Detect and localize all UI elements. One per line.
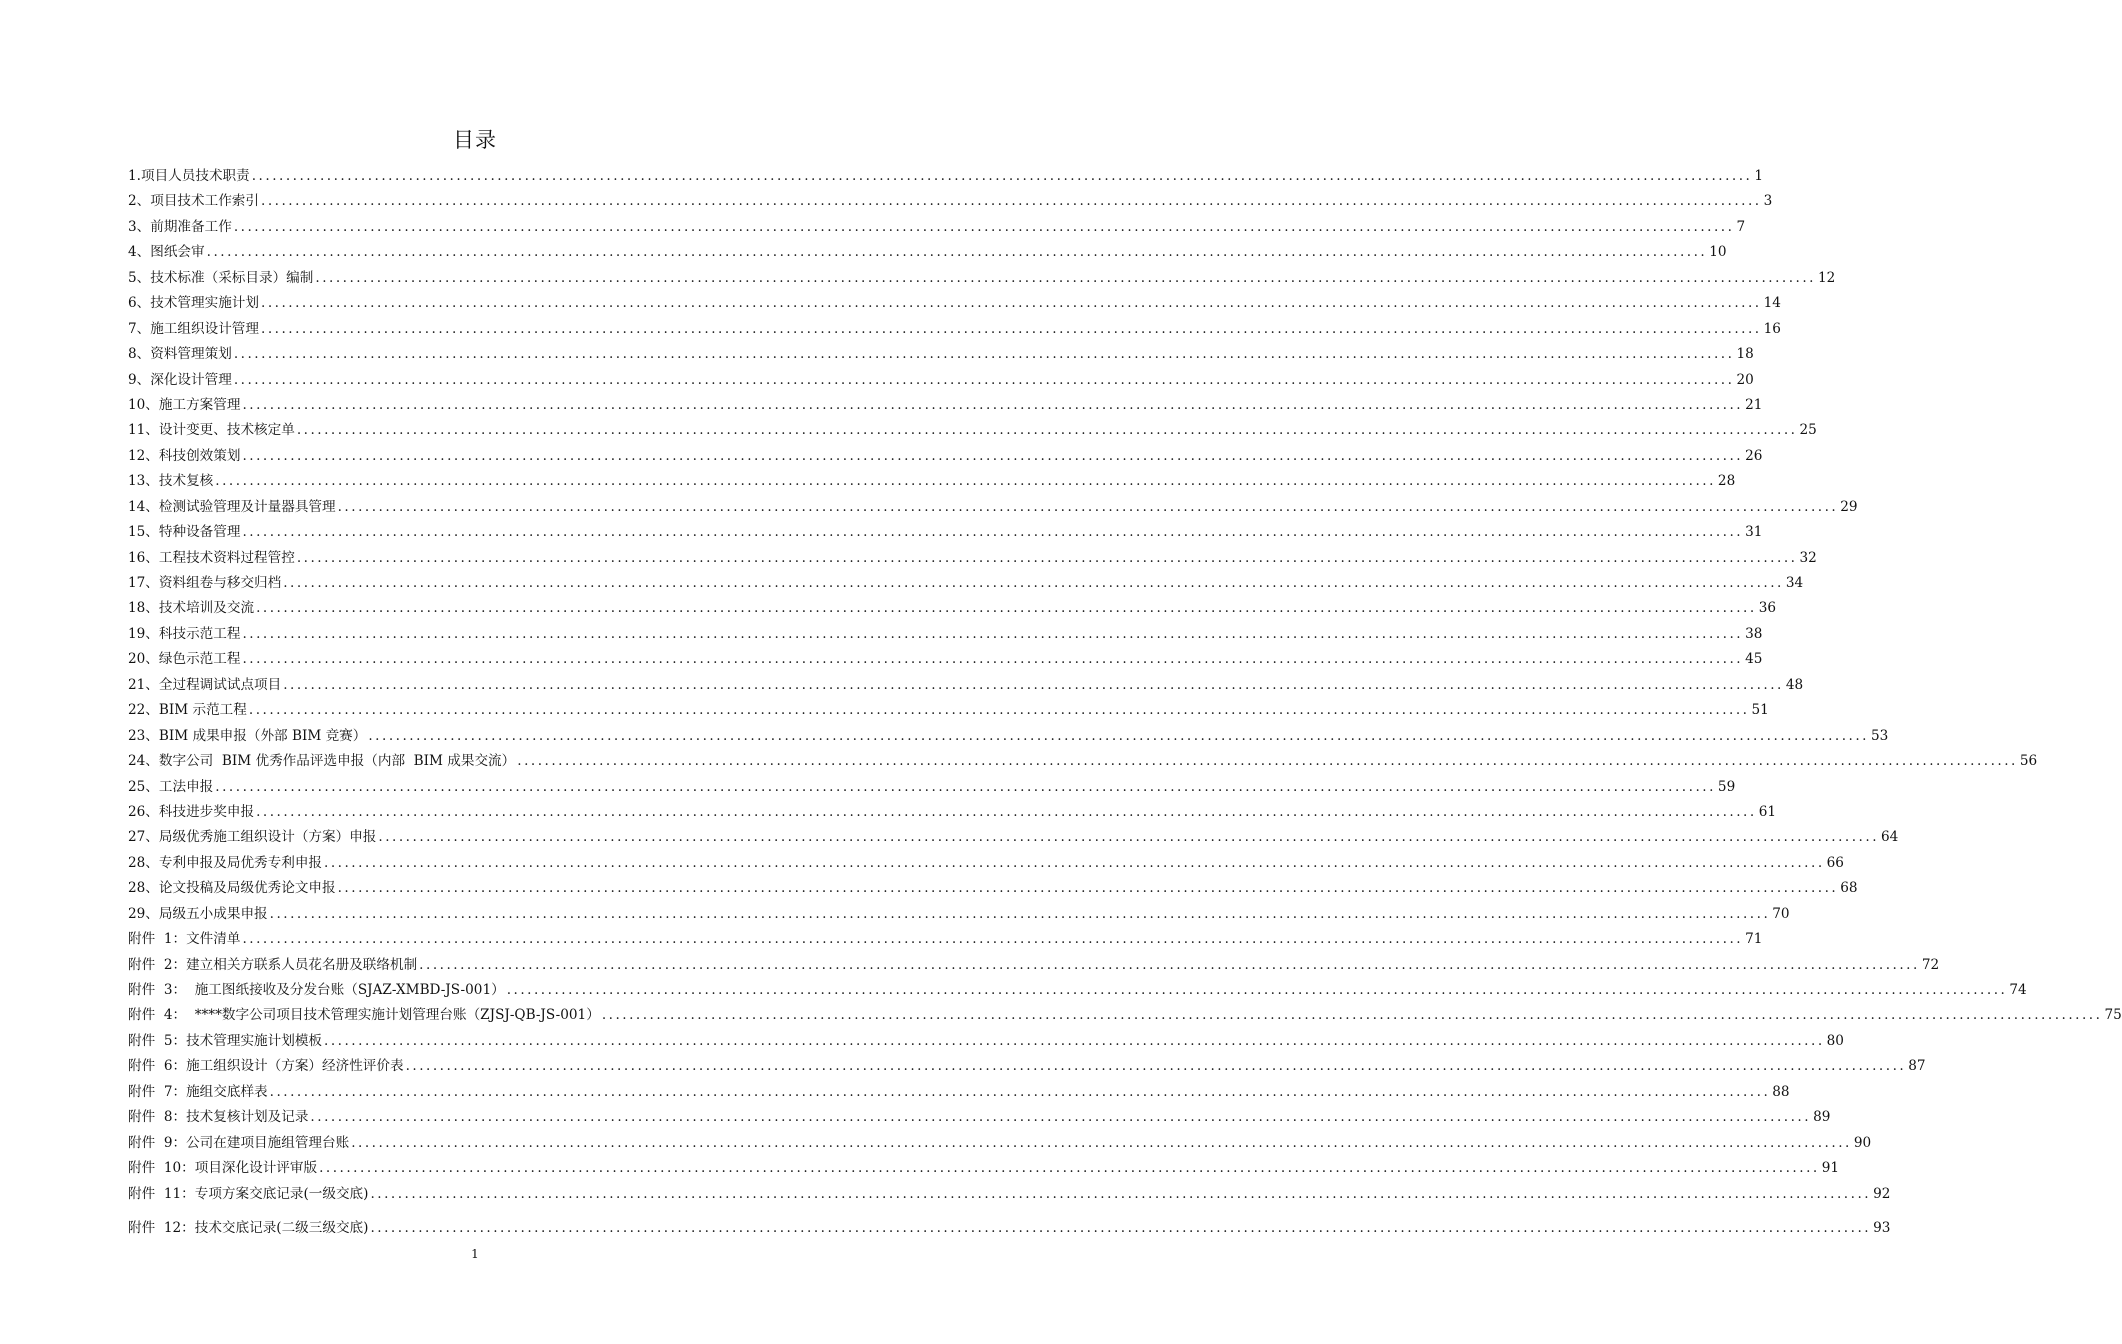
toc-entry-label[interactable]: 19、科技示范工程 [128,625,241,642]
dot-leader: ............................................................................................................................................................................................................................ [233,371,1735,388]
toc-entry-page-number[interactable]: 74 [2009,982,2027,998]
toc-entry[interactable] [128,902,1790,927]
toc-entry-page-number[interactable]: 45 [1745,651,1763,668]
toc-entry-label[interactable]: 11、设计变更、技术核定单 [128,422,295,439]
toc-entry[interactable] [128,724,1889,749]
toc-entry-page-number[interactable]: 32 [1799,549,1817,566]
dot-leader: ............................................................................................................................................................................................................................ [419,956,1920,973]
toc-entry-page-number[interactable]: 56 [2019,753,2038,770]
toc-entry[interactable] [128,164,1764,189]
toc-entry-label[interactable]: 18、技术培训及交流 [128,600,255,617]
toc-entry-label[interactable]: 27、局级优秀施工组织设计（方案）申报 [128,829,377,846]
toc-entry-page-number[interactable]: 34 [1785,575,1804,591]
dot-leader: ............................................................................................................................................................................................................................ [242,931,1744,948]
toc-entry-label[interactable]: 7、施工组织设计管理 [128,320,259,337]
toc-entry-page-number[interactable]: 14 [1763,295,1781,312]
toc-entry-label[interactable]: 26、科技进步奖申报 [128,803,255,820]
toc-entry[interactable] [128,215,1746,240]
dot-leader: ............................................................................................................................................................................................................................ [324,854,1825,871]
toc-entry-label[interactable]: 21、全过程调试试点项目 [128,676,282,693]
dot-leader: ............................................................................................................................................................................................................................ [256,600,1757,617]
toc-entry[interactable] [128,1216,1891,1241]
toc-entry[interactable] [128,953,1940,978]
toc-entry-page-number[interactable]: 3 [1763,193,1773,210]
toc-entry[interactable] [128,520,1763,545]
dot-leader: ............................................................................................................................................................................................................................ [242,651,1744,668]
dot-leader: ............................................................................................................................................................................................................................ [283,676,1784,693]
toc-entry-page-number[interactable]: 31 [1745,524,1763,541]
footer-page-number: 1 [471,1247,479,1261]
dot-leader: ............................................................................................................................................................................................................................ [251,168,1753,184]
toc-entry[interactable] [128,444,1763,469]
dot-leader: ............................................................................................................................................................................................................................ [315,269,1817,286]
toc-entry[interactable] [128,546,1817,571]
dot-leader: ............................................................................................................................................................................................................................ [351,1134,1852,1151]
toc-entry-label[interactable]: 8、资料管理策划 [128,346,232,363]
toc-entry-page-number[interactable]: 70 [1772,905,1790,922]
toc-entry-label[interactable]: 15、特种设备管理 [128,524,241,541]
dot-leader: ............................................................................................................................................................................................................................ [269,1083,1771,1100]
toc-entry-label[interactable]: 16、工程技术资料过程管控 [128,549,295,566]
dot-leader: ............................................................................................................................................................................................................................ [242,447,1744,464]
toc-entry-page-number[interactable]: 28 [1717,473,1736,490]
toc-entry-page-number[interactable]: 72 [1921,956,1940,973]
dot-leader: ............................................................................................................................................................................................................................ [215,473,1716,490]
toc-entry-page-number[interactable]: 71 [1745,931,1763,948]
toc-entry-label[interactable]: 23、BIM 成果申报（外部 BIM 竞赛） [128,727,367,744]
toc-entry-label[interactable]: 14、检测试验管理及计量器具管理 [128,498,336,515]
toc-entry-page-number[interactable]: 90 [1853,1134,1872,1151]
toc-entry[interactable] [128,1156,1840,1181]
toc-entry[interactable] [128,393,1763,418]
toc-entry-page-number[interactable]: 61 [1758,803,1777,820]
dot-leader: ............................................................................................................................................................................................................................ [242,524,1744,541]
toc-entry-page-number[interactable]: 91 [1821,1160,1840,1177]
toc-entry[interactable] [128,596,1777,621]
toc-entry[interactable] [128,317,1781,342]
toc-entry-page-number[interactable]: 26 [1745,447,1763,464]
dot-leader: ............................................................................................................................................................................................................................ [261,320,1762,337]
toc-entry-label[interactable]: 4、图纸会审 [128,244,205,261]
toc-entry-page-number[interactable]: 80 [1826,1032,1844,1049]
toc-entry-page-number[interactable]: 93 [1873,1219,1891,1236]
toc-entry-label[interactable]: 29、局级五小成果申报 [128,905,268,922]
dot-leader: ............................................................................................................................................................................................................................ [370,1185,1872,1202]
toc-entry-page-number[interactable]: 29 [1840,498,1858,515]
toc-entry-label[interactable]: 附件 1：文件清单 [128,931,241,948]
toc-entry-page-number[interactable]: 1 [1754,168,1764,184]
toc-entry-label[interactable]: 附件 6：施工组织设计（方案）经济性评价表 [128,1058,404,1075]
toc-entry-page-number[interactable]: 18 [1736,346,1754,363]
toc-entry-page-number[interactable]: 59 [1717,778,1736,795]
dot-leader: ............................................................................................................................................................................................................................ [517,753,2018,770]
toc-entry[interactable] [128,825,1899,850]
toc-entry-page-number[interactable]: 48 [1785,676,1804,693]
dot-leader: ............................................................................................................................................................................................................................ [242,396,1744,413]
toc-entry-label[interactable]: 10、施工方案管理 [128,396,241,413]
toc-entry-label[interactable]: 9、深化设计管理 [128,371,232,388]
toc-entry-label[interactable]: 附件 5：技术管理实施计划模板 [128,1032,323,1049]
toc-entry[interactable] [128,673,1804,698]
toc-entry[interactable] [128,418,1817,443]
toc-entry-page-number[interactable]: 68 [1840,880,1858,897]
toc-entry-label[interactable]: 28、论文投稿及局级优秀论文申报 [128,880,336,897]
toc-entry-label[interactable]: 附件 7：施组交底样表 [128,1083,268,1100]
toc-entry[interactable] [128,775,1736,800]
toc-entry-page-number[interactable]: 92 [1873,1185,1891,1202]
toc-entry-label[interactable]: 12、科技创效策划 [128,447,241,464]
toc-entry[interactable] [128,800,1777,825]
dot-leader: ............................................................................................................................................................................................................................ [269,905,1771,922]
toc-entry-page-number[interactable]: 36 [1758,600,1777,617]
toc-entry[interactable] [128,1080,1790,1105]
toc-entry-label[interactable]: 2、项目技术工作索引 [128,193,259,210]
dot-leader: ............................................................................................................................................................................................................................ [337,498,1839,515]
dot-leader: ............................................................................................................................................................................................................................ [296,549,1798,566]
toc-entry[interactable] [128,240,1727,265]
toc-entry-page-number[interactable]: 20 [1736,371,1754,388]
toc-entry-page-number[interactable]: 75 [2104,1007,2122,1024]
toc-entry-label[interactable]: 25、工法申报 [128,778,214,795]
toc-entry-page-number[interactable]: 38 [1745,625,1763,642]
dot-leader: ............................................................................................................................................................................................................................ [283,575,1784,591]
toc-entry-label[interactable]: 3、前期准备工作 [128,218,232,235]
toc-entry[interactable] [128,571,1804,596]
dot-leader: ............................................................................................................................................................................................................................ [310,1109,1812,1126]
toc-entry-page-number[interactable]: 7 [1736,218,1746,235]
toc-entry[interactable] [128,266,1836,291]
toc-entry[interactable] [128,189,1773,214]
toc-entry-label[interactable]: 附件 11：专项方案交底记录(一级交底) [128,1185,369,1202]
toc-entry-page-number[interactable]: 10 [1709,244,1727,261]
toc-entry-label[interactable]: 附件 2：建立相关方联系人员花名册及联络机制 [128,956,418,973]
toc-entry-label[interactable]: 附件 8：技术复核计划及记录 [128,1109,309,1126]
toc-entry-page-number[interactable]: 66 [1826,854,1844,871]
dot-leader: ............................................................................................................................................................................................................................ [337,880,1839,897]
toc-entry-label[interactable]: 28、专利申报及局优秀专利申报 [128,854,323,871]
toc-entry[interactable] [128,368,1754,393]
toc-entry-page-number[interactable]: 64 [1881,829,1899,846]
toc-entry-page-number[interactable]: 21 [1745,396,1763,413]
dot-leader: ............................................................................................................................................................................................................................ [405,1058,1907,1075]
toc-entry-label[interactable]: 5、技术标准（采标目录）编制 [128,269,314,286]
toc-entry-label[interactable]: 17、资料组卷与移交归档 [128,575,282,591]
toc-entry[interactable] [128,1054,1926,1079]
toc-entry-page-number[interactable]: 51 [1751,702,1769,719]
toc-entry-label[interactable]: 24、数字公司 BIM 优秀作品评选申报（内部 BIM 成果交流） [128,753,516,770]
toc-entry[interactable] [128,622,1763,647]
dot-leader: ............................................................................................................................................................................................................................ [261,193,1762,210]
toc-entry-page-number[interactable]: 87 [1908,1058,1926,1075]
toc-entry[interactable] [128,1029,1844,1054]
toc-entry-label[interactable]: 6、技术管理实施计划 [128,295,259,312]
toc-entry-label[interactable]: 附件 9：公司在建项目施组管理台账 [128,1134,350,1151]
toc-entry-label[interactable]: 附件 3： 施工图纸接收及分发台账（SJAZ-XMBD-JS-001） [128,982,505,998]
dot-leader: ............................................................................................................................................................................................................................ [601,1007,2103,1024]
toc-entry[interactable] [128,698,1769,723]
dot-leader: ............................................................................................................................................................................................................................ [506,982,2008,998]
dot-leader: ............................................................................................................................................................................................................................ [248,702,1750,719]
toc-entry-page-number[interactable]: 53 [1871,727,1889,744]
dot-leader: ............................................................................................................................................................................................................................ [233,346,1735,363]
dot-leader: ............................................................................................................................................................................................................................ [378,829,1880,846]
toc-entry[interactable] [128,495,1858,520]
toc-entry[interactable] [128,469,1736,494]
dot-leader: ............................................................................................................................................................................................................................ [261,295,1762,312]
toc-title: 目录 [453,128,497,152]
toc-entry-label[interactable]: 22、BIM 示范工程 [128,702,247,719]
dot-leader: ............................................................................................................................................................................................................................ [215,778,1716,795]
dot-leader: ............................................................................................................................................................................................................................ [368,727,1869,744]
toc-entry-page-number[interactable]: 16 [1763,320,1781,337]
table-of-contents [128,164,2122,1241]
toc-entry-label[interactable]: 附件 10：项目深化设计评审版 [128,1160,318,1177]
toc-entry[interactable] [128,1131,1872,1156]
dot-leader: ............................................................................................................................................................................................................................ [370,1219,1872,1236]
toc-entry-label[interactable]: 13、技术复核 [128,473,214,490]
toc-entry-label[interactable]: 附件 4： ****数字公司项目技术管理实施计划管理台账（ZJSJ-QB-JS-001） [128,1007,600,1024]
toc-entry[interactable] [128,1003,2122,1028]
dot-leader: ............................................................................................................................................................................................................................ [206,244,1708,261]
toc-entry[interactable] [128,927,1763,952]
toc-entry-page-number[interactable]: 89 [1813,1109,1831,1126]
dot-leader: ............................................................................................................................................................................................................................ [256,803,1757,820]
toc-entry[interactable] [128,749,2038,774]
toc-entry[interactable] [128,851,1844,876]
toc-entry[interactable] [128,647,1763,672]
dot-leader: ............................................................................................................................................................................................................................ [233,218,1735,235]
toc-entry[interactable] [128,342,1754,367]
toc-entry[interactable] [128,1182,1891,1207]
toc-entry-label[interactable]: 1.项目人员技术职责 [128,168,250,184]
toc-entry-page-number[interactable]: 25 [1799,422,1817,439]
dot-leader: ............................................................................................................................................................................................................................ [296,422,1798,439]
toc-entry[interactable] [128,1105,1831,1130]
toc-entry-page-number[interactable]: 88 [1772,1083,1790,1100]
toc-entry[interactable] [128,978,2027,1003]
dot-leader: ............................................................................................................................................................................................................................ [324,1032,1825,1049]
toc-entry[interactable] [128,291,1781,316]
toc-entry-label[interactable]: 20、绿色示范工程 [128,651,241,668]
dot-leader: ............................................................................................................................................................................................................................ [242,625,1744,642]
toc-entry-label[interactable]: 附件 12：技术交底记录(二级三级交底) [128,1219,369,1236]
toc-entry[interactable] [128,876,1858,901]
toc-entry-page-number[interactable]: 12 [1818,269,1836,286]
dot-leader: ............................................................................................................................................................................................................................ [319,1160,1820,1177]
